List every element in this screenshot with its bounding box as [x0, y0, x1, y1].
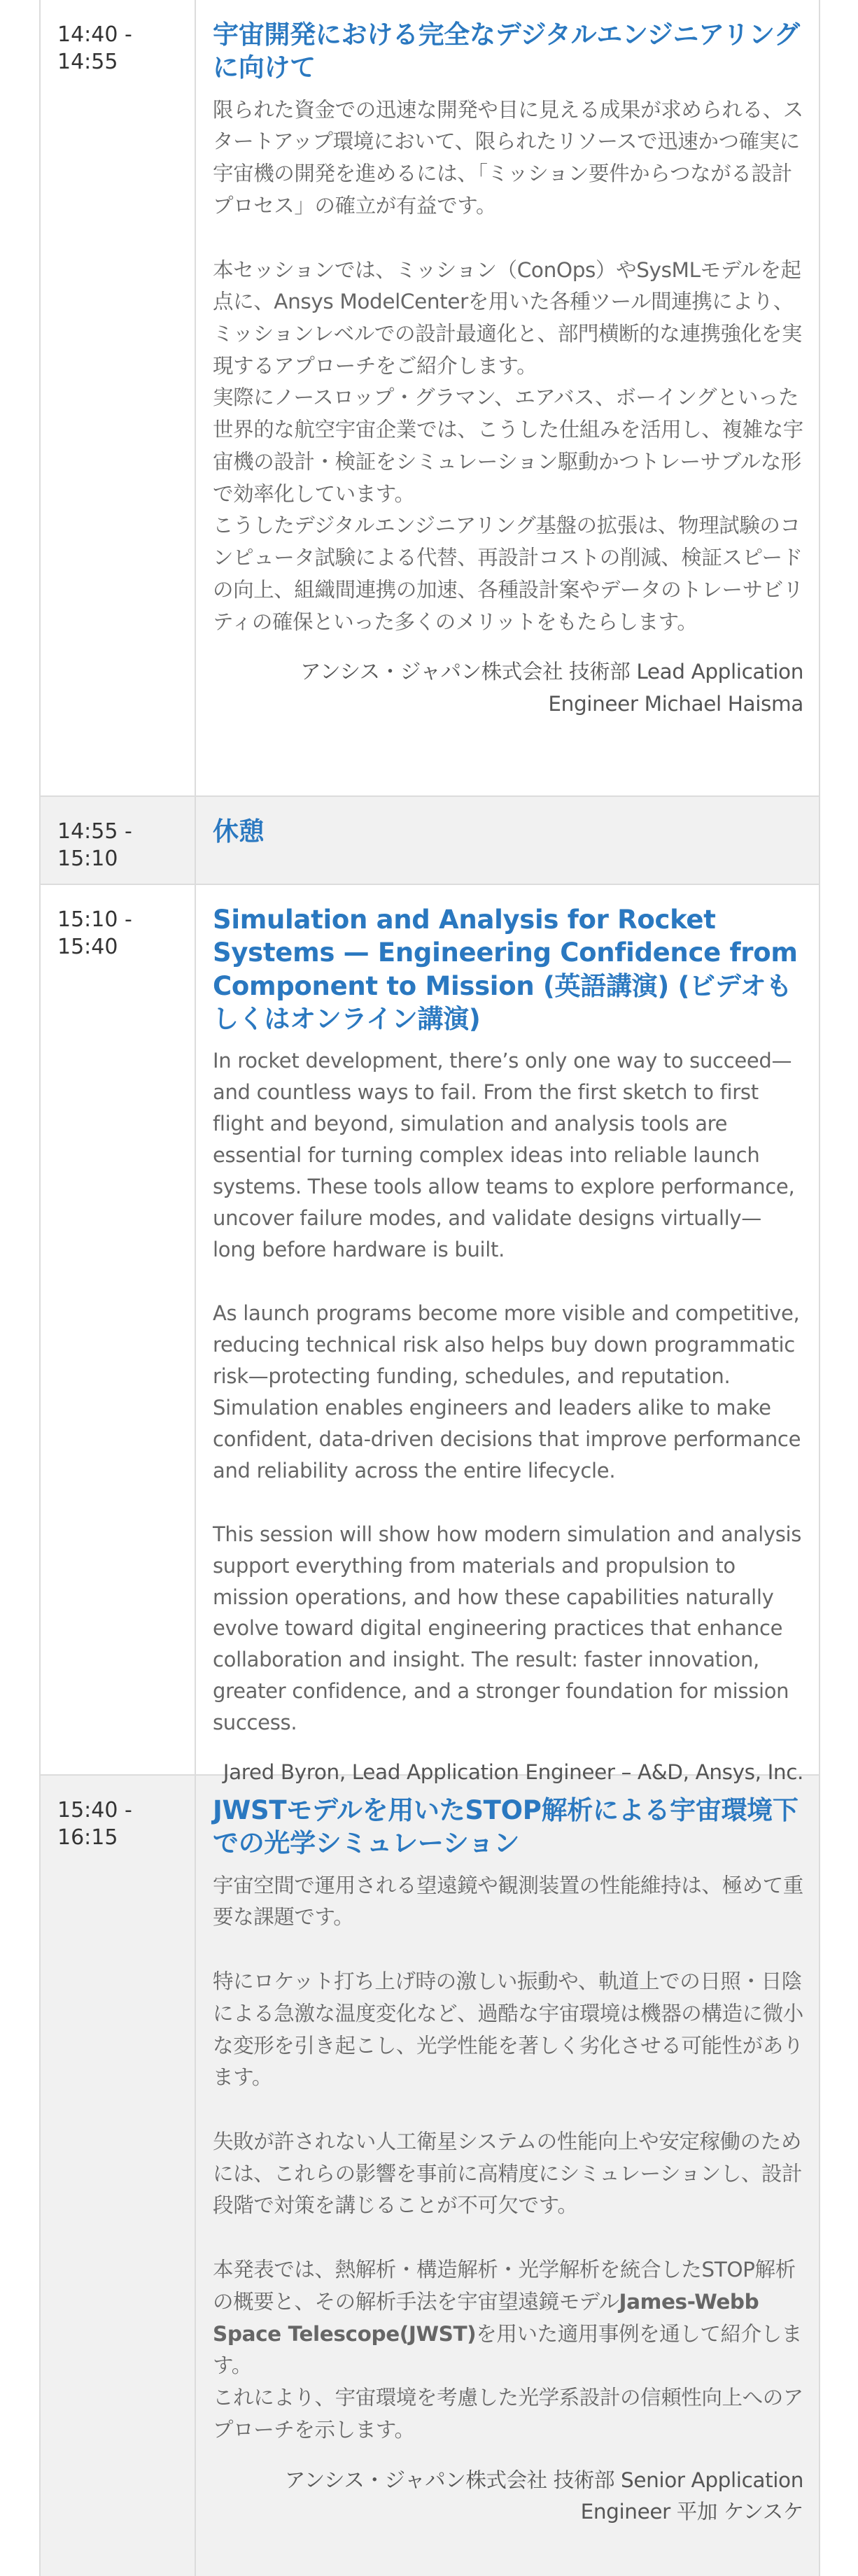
session-content: [196, 885, 819, 1785]
jwst-model-name: James-Webb Space Telescope(JWST): [213, 2289, 759, 2346]
session-paragraph: 限られた資金での迅速な開発や目に見える成果が求められる、スタートアップ環境において、限られたリソースで迅速かつ確実に宇宙機の開発を進めるには、「ミッション要件からつながる設計プロセス」の確立が有益です。: [213, 97, 803, 218]
session-paragraph: As launch programs become more visible and competitive, reducing technical risk also helps buy down programmatic risk—protecting funding, schedules, and reputation. Simulation enables engineers and leaders alike to make confident, data-driven decisions that improve performance and reliability across the entire lifecycle.: [213, 1301, 801, 1482]
session-speaker: Jared Byron, Lead Application Engineer – A&D, Ansys, Inc.: [223, 1760, 803, 1785]
session-paragraph: 宇宙空間で運用される望遠鏡や観測装置の性能維持は、極めて重要な課題です。: [213, 1873, 803, 1930]
session-title: 宇宙開発における完全なデジタルエンジニアリングに向けて: [213, 20, 800, 83]
session-content: [196, 1776, 819, 2576]
session-title: Simulation and Analysis for Rocket Systems — Engineering Confidence from Component to Mission (英語講演) (ビデオもしくはオンライン講演): [213, 905, 798, 1035]
session-paragraph-text: 本発表では、熱解析・構造解析・光学解析を統合したSTOP解析の概要と、その解析手法を宇宙望遠鏡モデル: [213, 2258, 796, 2314]
agenda-row: [41, 885, 819, 1785]
session-speaker: アンシス・ジャパン株式会社 技術部 Senior Application Engineer 平加 ケンスケ: [284, 2468, 803, 2524]
session-time: 14:40 - 14:55: [41, 0, 196, 795]
session-paragraph: This session will show how modern simulation and analysis support everything from materials and propulsion to mission operations, and how these capabilities naturally evolve toward digital engineering practices that enhance collaboration and insight. The result: faster innovation, greater confidence, and a stronger foundation for mission success.: [213, 1522, 802, 1735]
session-speaker: アンシス・ジャパン株式会社 技術部 Lead Application Engineer Michael Haisma: [300, 660, 803, 716]
agenda-row: [41, 0, 819, 797]
agenda-row: [41, 797, 819, 885]
session-paragraph: 失敗が許されない人工衛星システムの性能向上や安定稼働のためには、これらの影響を事前に高精度にシミュレーションし、設計段階で対策を講じることが不可欠です。: [213, 2130, 803, 2218]
session-paragraph: 特にロケット打ち上げ時の激しい振動や、軌道上での日照・日陰による急激な温度変化など、過酷な宇宙環境は機器の構造に微小な変形を引き起こし、光学性能を著しく劣化させる可能性があります。: [213, 1969, 803, 2090]
session-paragraph: これにより、宇宙環境を考慮した光学系設計の信頼性向上へのアプローチを示します。: [213, 2386, 803, 2442]
session-time: 14:55 - 15:10: [41, 797, 196, 884]
agenda-row: [41, 1776, 819, 2576]
session-title: JWSTモデルを用いたSTOP解析による宇宙環境下での光学シミュレーション: [213, 1795, 799, 1859]
session-content: [196, 0, 819, 795]
session-time: 15:40 - 16:15: [41, 1776, 196, 2576]
session-time: 15:10 - 15:40: [41, 885, 196, 1774]
agenda-table: [39, 0, 820, 2576]
session-paragraph: In rocket development, there’s only one way to succeed—and countless ways to fail. From the first sketch to first flight and beyond, simulation and analysis tools are essential for turning complex ideas into reliable launch systems. These tools allow teams to explore performance, uncover failure modes, and validate designs virtually—long before hardware is built.: [213, 1049, 795, 1262]
session-paragraph: 本セッションでは、ミッション（ConOps）やSysMLモデルを起点に、Ansys ModelCenterを用いた各種ツール間連携により、ミッションレベルでの設計最適化と、部門横断的な連携強化を実現するアプローチをご紹介します。: [213, 257, 802, 378]
session-content: [196, 797, 819, 884]
session-paragraph: [213, 2254, 803, 2382]
session-paragraph: 実際にノースロップ・グラマン、エアバス、ボーイングといった世界的な航空宇宙企業では、こうした仕組みを活用し、複雑な宇宙機の設計・検証をシミュレーション駆動かつトレーサブルな形で効率化しています。: [213, 385, 803, 506]
session-paragraph-text: を用いた適用事例を通して紹介します。: [213, 2321, 802, 2378]
session-title: 休憩: [213, 816, 265, 847]
session-paragraph: こうしたデジタルエンジニアリング基盤の拡張は、物理試験のコンピュータ試験による代替、再設計コストの削減、検証スピードの向上、組織間連携の加速、各種設計案やデータのトレーサビリティの確保といった多くのメリットをもたらします。: [213, 514, 803, 634]
